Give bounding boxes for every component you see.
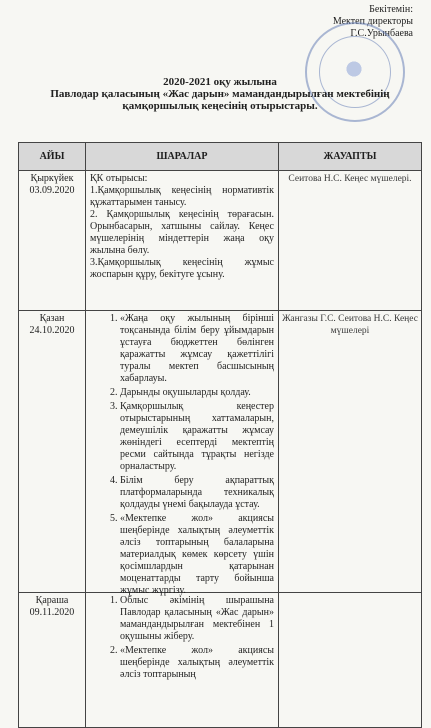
title-subject: қамқоршылық кеңесінің отырыстары. (122, 100, 318, 112)
title-year: 2020-2021 оқу жылына (163, 76, 277, 88)
activities-cell (86, 593, 279, 727)
approval-position: Мектеп директоры (332, 16, 413, 27)
approval-name: Г.С.Урынбаева (350, 28, 413, 39)
header-responsible: ЖАУАПТЫ (323, 150, 377, 162)
plan-table (18, 142, 422, 728)
activity-item: 1. «Жаңа оқу жылының бірінші тоқсанында білім беру ұйымдарын ұстауға бюджеттен бөлінген қаражатты жұмсау қажеттілігі туралы мектеп басшысының хабарлауы. (120, 313, 274, 385)
activities-cell (86, 311, 279, 596)
table-row (19, 171, 421, 311)
activity-item: 1. Облыс әкімінің шырашына Павлодар қаласының «Жас дарын» мамандандырылған мектебінен 1 оқушыны жіберу. (120, 595, 274, 643)
table-header-row (19, 143, 421, 171)
header-activities: ШАРАЛАР (86, 143, 279, 170)
month-cell: Қараша 09.11.2020 (19, 593, 86, 727)
responsible-cell: Жангазы Г.С. Сеитова Н.С. Кеңес мүшелері (282, 314, 418, 336)
activities-cell (86, 171, 279, 310)
activity-item: 5. «Мектепке жол» акциясы шеңберінде халықтың әлеуметтік әлсіз топтарының балаларына материалдық көмек көрсету үшін қосімшлардын қатарынан моценаттарды тарту бойынша жұмыс жүргізу. (120, 513, 274, 597)
header-month: АЙЫ (19, 143, 86, 170)
activity-item: 2. Дарынды оқушыларды қолдау. (120, 387, 274, 399)
activity-item: 3. Қамқоршылық кеңестер отырыстарының хаттамаларын, демеушілік қаражатты жұмсау жөніндегі есептерді мектептің ресми сайтында тұрақты негізде орналастыру. (120, 401, 274, 473)
activity-item: 2. Қамқоршылық кеңесінің төрағасын. Орынбасарын, хатшыны сайлау. Кеңес мүшелерінің міндеттерін жаңа оқу жылына бөлу. (90, 209, 274, 256)
table-row (19, 593, 421, 727)
title-school: Павлодар қаласының «Жас дарын» мамандандырылған мектебінің (50, 88, 390, 100)
activity-intro: ҚК отырысы: (90, 173, 148, 184)
responsible-cell (279, 593, 421, 727)
month-cell: Қыркүйек 03.09.2020 (19, 171, 86, 310)
document-title (40, 76, 400, 112)
table-row (19, 311, 421, 596)
responsible-cell: Сеитова Н.С. Кеңес мүшелері. (288, 174, 412, 184)
activity-item: 4. Білім беру ақпараттық платформаларында техникалық қолдауды үнемі бақылауда ұстау. (120, 475, 274, 511)
activity-item: 3.Қамқоршылық кеңесінің жұмыс жоспарын құру, бекітуге ұсыну. (90, 257, 274, 280)
activity-item: 2. «Мектепке жол» акциясы шеңберінде халықтың әлеуметтік әлсіз топтарының (120, 645, 274, 681)
activity-item: 1.Қамқоршылық кеңесінің нормативтік құжаттарымен танысу. (90, 185, 274, 208)
approval-label: Бекітемін: (369, 4, 413, 15)
month-cell: Қазан 24.10.2020 (19, 311, 86, 592)
